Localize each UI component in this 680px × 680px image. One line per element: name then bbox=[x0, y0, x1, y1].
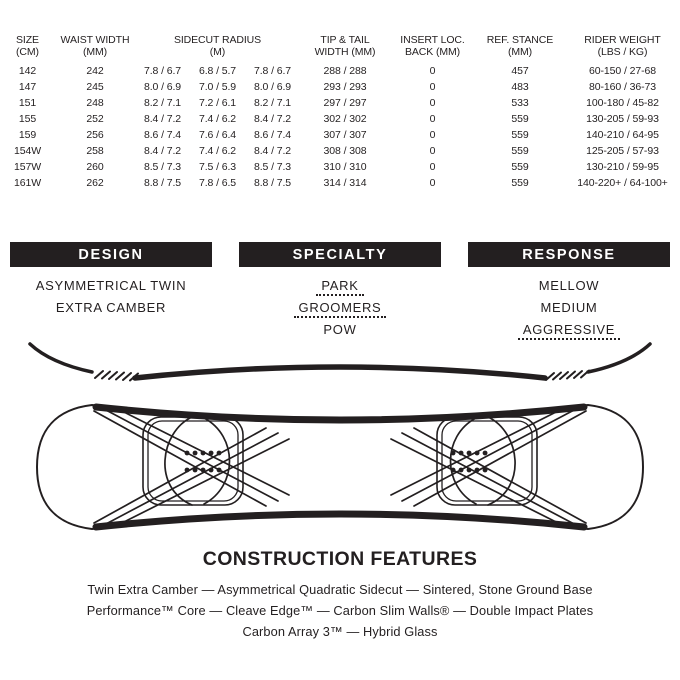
spec-row bbox=[0, 111, 680, 127]
spec-row bbox=[0, 143, 680, 159]
spec-cell: 8.8 / 7.5 bbox=[253, 177, 292, 189]
spec-cell: 559 bbox=[511, 161, 529, 173]
col-header-ref-stance: REF. STANCE (MM) bbox=[486, 34, 554, 58]
spec-cell: 7.8 / 6.7 bbox=[253, 65, 292, 77]
spec-cell: 159 bbox=[18, 129, 37, 141]
panel-design-items bbox=[10, 277, 212, 321]
spec-row bbox=[0, 175, 680, 191]
spec-cell: 0 bbox=[429, 145, 436, 157]
spec-cell: 0 bbox=[429, 177, 436, 189]
spec-cell: 8.4 / 7.2 bbox=[253, 145, 292, 157]
spec-cell: 559 bbox=[511, 177, 529, 189]
spec-cell: 7.8 / 6.5 bbox=[198, 177, 237, 189]
spec-cell: 140-220+ / 64-100+ bbox=[577, 177, 668, 189]
spec-cell: 142 bbox=[18, 65, 37, 77]
spec-cell: 245 bbox=[86, 81, 104, 93]
spec-cell: 559 bbox=[511, 145, 529, 157]
spec-cell: 242 bbox=[86, 65, 104, 77]
spec-cell: 8.8 / 7.5 bbox=[143, 177, 182, 189]
spec-cell: 154W bbox=[13, 145, 42, 157]
design-item: EXTRA CAMBER bbox=[55, 300, 167, 315]
spec-cell: 297 / 297 bbox=[323, 97, 367, 109]
spec-cell: 147 bbox=[18, 81, 37, 93]
spec-cell: 7.5 / 6.3 bbox=[198, 161, 237, 173]
col-header-tip-tail-width: TIP & TAIL WIDTH (MM) bbox=[314, 34, 376, 58]
spec-cell: 8.2 / 7.1 bbox=[143, 97, 182, 109]
spec-cell: 0 bbox=[429, 65, 436, 77]
spec-cell: 100-180 / 45-82 bbox=[586, 97, 659, 109]
design-item: ASYMMETRICAL TWIN bbox=[35, 278, 187, 293]
spec-cell: 8.4 / 7.2 bbox=[143, 145, 182, 157]
spec-cell: 0 bbox=[429, 113, 436, 125]
camber-left-hatch bbox=[95, 371, 138, 381]
response-item: AGGRESSIVE bbox=[468, 321, 670, 343]
spec-cell: 258 bbox=[86, 145, 104, 157]
spec-cell: 308 / 308 bbox=[323, 145, 367, 157]
spec-cell: 483 bbox=[511, 81, 529, 93]
spec-cell: 559 bbox=[511, 129, 529, 141]
spec-cell: 302 / 302 bbox=[323, 113, 367, 125]
category-panels bbox=[10, 242, 670, 343]
panel-specialty-items bbox=[239, 277, 441, 343]
spec-cell: 0 bbox=[429, 161, 436, 173]
spec-cell: 307 / 307 bbox=[323, 129, 367, 141]
spec-cell: 8.6 / 7.4 bbox=[253, 129, 292, 141]
spec-cell: 7.4 / 6.2 bbox=[198, 145, 237, 157]
spec-row bbox=[0, 95, 680, 111]
spec-cell: 457 bbox=[511, 65, 529, 77]
col-header-insert-loc: INSERT LOC. BACK (MM) bbox=[400, 34, 465, 58]
spec-cell: 262 bbox=[86, 177, 104, 189]
spec-cell: 533 bbox=[511, 97, 529, 109]
panel-response-items bbox=[468, 277, 670, 343]
spec-cell: 130-210 / 59-95 bbox=[586, 161, 659, 173]
board-top-view-diagram bbox=[30, 386, 650, 548]
spec-cell: 8.2 / 7.1 bbox=[253, 97, 292, 109]
panel-specialty-header: SPECIALTY bbox=[239, 242, 441, 267]
spec-cell: 140-210 / 64-95 bbox=[586, 129, 659, 141]
spec-cell: 559 bbox=[511, 113, 529, 125]
camber-arc bbox=[135, 367, 545, 378]
spec-cell: 130-205 / 59-93 bbox=[586, 113, 659, 125]
spec-cell: 7.8 / 6.7 bbox=[143, 65, 182, 77]
spec-header-row bbox=[0, 34, 680, 63]
spec-table bbox=[0, 34, 680, 191]
panel-design bbox=[10, 242, 212, 343]
spec-cell: 8.5 / 7.3 bbox=[253, 161, 292, 173]
spec-cell: 0 bbox=[429, 129, 436, 141]
camber-nose-tip bbox=[30, 344, 92, 372]
camber-right-hatch bbox=[546, 371, 589, 381]
col-header-waist-width: WAIST WIDTH (MM) bbox=[60, 34, 130, 58]
construction-feature-line: Carbon Array 3™ — Hybrid Glass bbox=[242, 624, 438, 639]
spec-cell: 0 bbox=[429, 81, 436, 93]
spec-cell: 8.0 / 6.9 bbox=[253, 81, 292, 93]
spec-cell: 7.6 / 6.4 bbox=[198, 129, 237, 141]
response-item: MEDIUM bbox=[540, 300, 598, 315]
spec-cell: 8.0 / 6.9 bbox=[143, 81, 182, 93]
construction-features-section bbox=[0, 548, 680, 642]
spec-cell: 0 bbox=[429, 97, 436, 109]
spec-cell: 248 bbox=[86, 97, 104, 109]
spec-cell: 8.6 / 7.4 bbox=[143, 129, 182, 141]
panel-design-header: DESIGN bbox=[10, 242, 212, 267]
spec-cell: 155 bbox=[18, 113, 37, 125]
response-item: MELLOW bbox=[538, 278, 600, 293]
spec-cell: 6.8 / 5.7 bbox=[198, 65, 237, 77]
spec-row bbox=[0, 159, 680, 175]
spec-cell: 256 bbox=[86, 129, 104, 141]
spec-row bbox=[0, 79, 680, 95]
panel-specialty bbox=[239, 242, 441, 343]
specialty-item: GROOMERS bbox=[239, 299, 441, 321]
spec-cell: 252 bbox=[86, 113, 104, 125]
specialty-item: PARK bbox=[239, 277, 441, 299]
camber-tail-tip bbox=[588, 344, 650, 372]
board-outline bbox=[37, 405, 643, 529]
spec-row bbox=[0, 63, 680, 79]
spec-cell: 7.2 / 6.1 bbox=[198, 97, 237, 109]
spec-cell: 60-150 / 27-68 bbox=[589, 65, 656, 77]
col-header-rider-weight: RIDER WEIGHT (LBS / KG) bbox=[584, 34, 661, 58]
spec-cell: 293 / 293 bbox=[323, 81, 367, 93]
spec-cell: 151 bbox=[18, 97, 37, 109]
construction-features-title: CONSTRUCTION FEATURES bbox=[202, 548, 478, 570]
spec-cell: 314 / 314 bbox=[323, 177, 367, 189]
spec-cell: 7.0 / 5.9 bbox=[198, 81, 237, 93]
spec-cell: 260 bbox=[86, 161, 104, 173]
spec-row bbox=[0, 127, 680, 143]
spec-cell: 80-160 / 36-73 bbox=[589, 81, 656, 93]
specialty-item: POW bbox=[323, 322, 357, 337]
spec-cell: 125-205 / 57-93 bbox=[586, 145, 659, 157]
construction-feature-line: Performance™ Core — Cleave Edge™ — Carbon Slim Walls® — Double Impact Plates bbox=[86, 603, 594, 618]
spec-cell: 288 / 288 bbox=[323, 65, 367, 77]
spec-cell: 8.4 / 7.2 bbox=[143, 113, 182, 125]
spec-cell: 8.4 / 7.2 bbox=[253, 113, 292, 125]
spec-cell: 7.4 / 6.2 bbox=[198, 113, 237, 125]
panel-response bbox=[468, 242, 670, 343]
construction-feature-line: Twin Extra Camber — Asymmetrical Quadratic Sidecut — Sintered, Stone Ground Base bbox=[87, 582, 593, 597]
spec-cell: 157W bbox=[13, 161, 42, 173]
spec-cell: 310 / 310 bbox=[323, 161, 367, 173]
spec-cell: 161W bbox=[13, 177, 42, 189]
panel-response-header: RESPONSE bbox=[468, 242, 670, 267]
col-header-sidecut-radius: SIDECUT RADIUS (M) bbox=[173, 34, 262, 58]
spec-cell: 8.5 / 7.3 bbox=[143, 161, 182, 173]
col-header-size: SIZE (CM) bbox=[16, 34, 39, 58]
